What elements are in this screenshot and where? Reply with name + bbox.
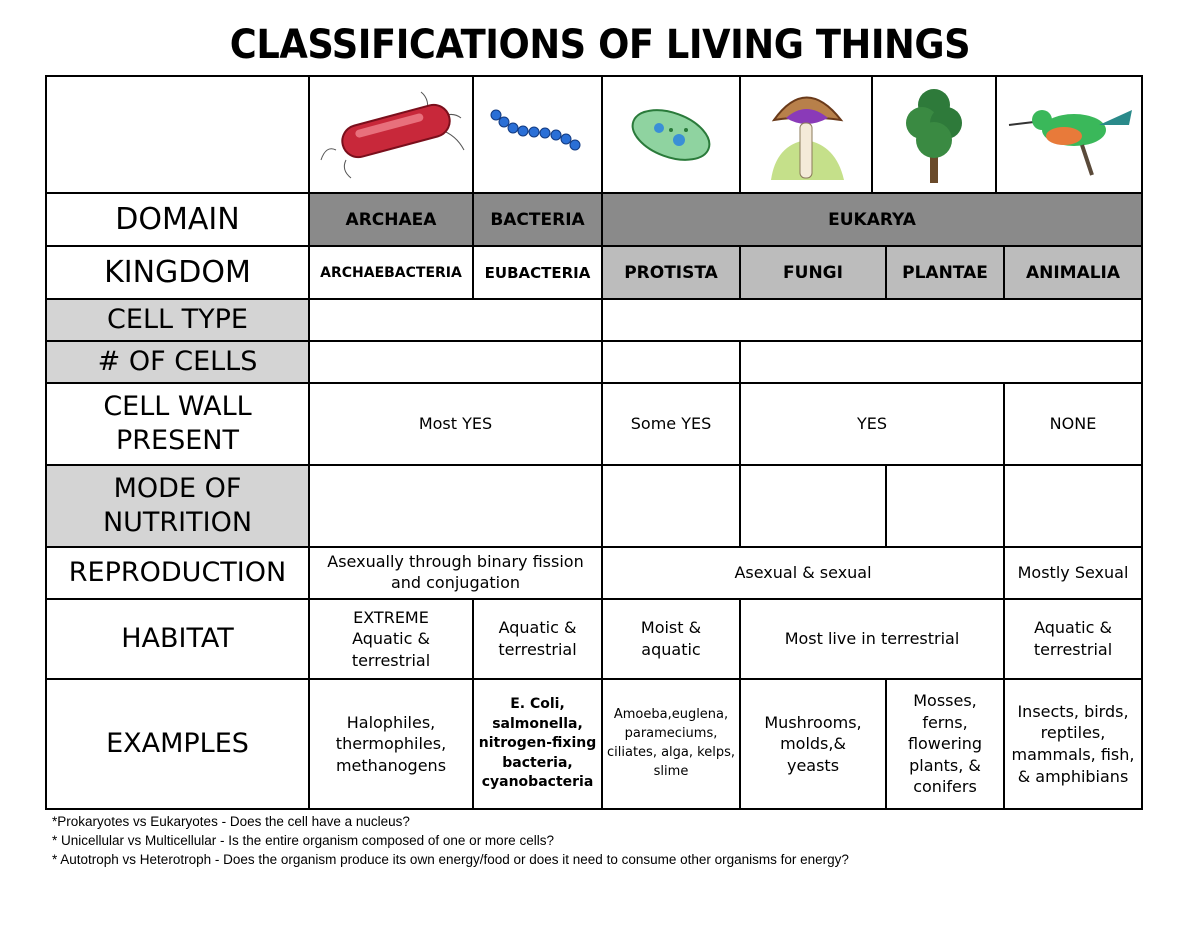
domain-label-text: DOMAIN: [115, 202, 240, 237]
domain-bacteria: BACTERIA: [472, 192, 603, 247]
num-cells-prokaryote[interactable]: [308, 340, 603, 384]
reproduction-animalia: Mostly Sexual: [1003, 546, 1143, 600]
examples-plantae: [885, 678, 1005, 810]
domain-label: [45, 192, 310, 247]
habitat-label: [45, 598, 310, 680]
mushroom-icon: [766, 85, 846, 185]
examples-animalia: [1003, 678, 1143, 810]
cell-wall-label: [45, 382, 310, 466]
habitat-label-text: HABITAT: [121, 623, 234, 655]
rod-bacterium-icon: [316, 90, 466, 180]
fungi-image-cell: [739, 75, 873, 194]
corner-cell: [45, 75, 310, 194]
cell-type-label-text: CELL TYPE: [107, 304, 248, 336]
footnote-unicellular: * Unicellular vs Multicellular - Is the entire organism composed of one or more cells?: [52, 833, 554, 848]
cell-wall-animalia: NONE: [1003, 382, 1143, 466]
reproduction-label: [45, 546, 310, 600]
footnote-autotroph: * Autotroph vs Heterotroph - Does the organism produce its own energy/food or does it need to consume other organisms for energy?: [52, 852, 849, 867]
examples-eubacteria-text: E. Coli, salmonella, nitrogen-fixing bacteria, cyanobacteria: [478, 696, 597, 791]
kingdom-fungi: FUNGI: [739, 245, 887, 300]
habitat-fungi-plantae: Most live in terrestrial: [739, 598, 1005, 680]
habitat-eubacteria: [472, 598, 603, 680]
examples-label-text: EXAMPLES: [106, 728, 249, 760]
habitat-animalia-text: Aquatic & terrestrial: [1033, 618, 1113, 659]
examples-label: [45, 678, 310, 810]
kingdom-label: [45, 245, 310, 300]
page-title: CLASSIFICATIONS OF LIVING THINGS: [229, 22, 971, 68]
habitat-eubacteria-text: Aquatic & terrestrial: [498, 618, 577, 659]
paramecium-icon: [621, 100, 721, 170]
footnotes: [52, 812, 849, 869]
examples-plantae-text: Mosses, ferns, flowering plants, & conifers: [907, 691, 983, 797]
kingdom-plantae: PLANTAE: [885, 245, 1005, 300]
cell-type-label: [45, 298, 310, 342]
examples-protista: [601, 678, 741, 810]
habitat-protista-text: Moist & aquatic: [640, 618, 702, 659]
footnote-prokaryotes: *Prokaryotes vs Eukaryotes - Does the cell have a nucleus?: [52, 814, 410, 829]
kingdom-eubacteria: EUBACTERIA: [472, 245, 603, 300]
nutrition-label: [45, 464, 310, 548]
cell-wall-protista: Some YES: [601, 382, 741, 466]
examples-fungi-text: Mushrooms, molds,& yeasts: [764, 712, 862, 775]
protista-image-cell: [601, 75, 741, 194]
habitat-protista: [601, 598, 741, 680]
cell-wall-prokaryotes: Most YES: [308, 382, 603, 466]
kingdom-animalia: ANIMALIA: [1003, 245, 1143, 300]
examples-animalia-text: Insects, birds, reptiles, mammals, fish, & amphibians: [1011, 701, 1135, 786]
animalia-image-cell: [995, 75, 1143, 194]
bird-icon: [1004, 90, 1134, 180]
examples-eubacteria: [472, 678, 603, 810]
nutrition-protista[interactable]: [601, 464, 741, 548]
num-cells-label-text: # OF CELLS: [97, 346, 258, 378]
nutrition-label-text: MODE OF NUTRITION: [102, 473, 253, 538]
reproduction-label-text: REPRODUCTION: [68, 557, 287, 589]
reproduction-protista-plantae: Asexual & sexual: [601, 546, 1005, 600]
examples-archaebacteria: [308, 678, 474, 810]
habitat-archaebacteria: [308, 598, 474, 680]
nutrition-animalia[interactable]: [1003, 464, 1143, 548]
examples-archaebacteria-text: Halophiles, thermophiles, methanogens: [335, 712, 447, 775]
num-cells-label: [45, 340, 310, 384]
kingdom-label-text: KINGDOM: [104, 255, 251, 290]
num-cells-protista[interactable]: [601, 340, 741, 384]
domain-archaea: ARCHAEA: [308, 192, 474, 247]
kingdom-protista: PROTISTA: [601, 245, 741, 300]
cell-wall-label-text: CELL WALL PRESENT: [103, 391, 252, 456]
habitat-archaebacteria-text: EXTREME Aquatic & terrestrial: [351, 607, 431, 670]
kingdom-archaebacteria: ARCHAEBACTERIA: [308, 245, 474, 300]
bacteria-image-cell: [472, 75, 603, 194]
archaea-image-cell: [308, 75, 474, 194]
classification-table: [45, 75, 1143, 810]
nutrition-fungi[interactable]: [739, 464, 887, 548]
tree-icon: [894, 85, 974, 185]
cell-type-prokaryote[interactable]: [308, 298, 603, 342]
domain-eukarya: EUKARYA: [601, 192, 1143, 247]
nutrition-prokaryotes[interactable]: [308, 464, 603, 548]
coccus-chain-icon: [488, 105, 588, 165]
num-cells-other[interactable]: [739, 340, 1143, 384]
reproduction-prokaryotes: Asexually through binary fission and conjugation: [308, 546, 603, 600]
examples-fungi: [739, 678, 887, 810]
cell-wall-fungi-plantae: YES: [739, 382, 1005, 466]
habitat-animalia: [1003, 598, 1143, 680]
cell-type-eukaryote[interactable]: [601, 298, 1143, 342]
nutrition-plantae[interactable]: [885, 464, 1005, 548]
plantae-image-cell: [871, 75, 997, 194]
examples-protista-text: Amoeba,euglena, parameciums, ciliates, alga, kelps, slime: [607, 707, 735, 779]
